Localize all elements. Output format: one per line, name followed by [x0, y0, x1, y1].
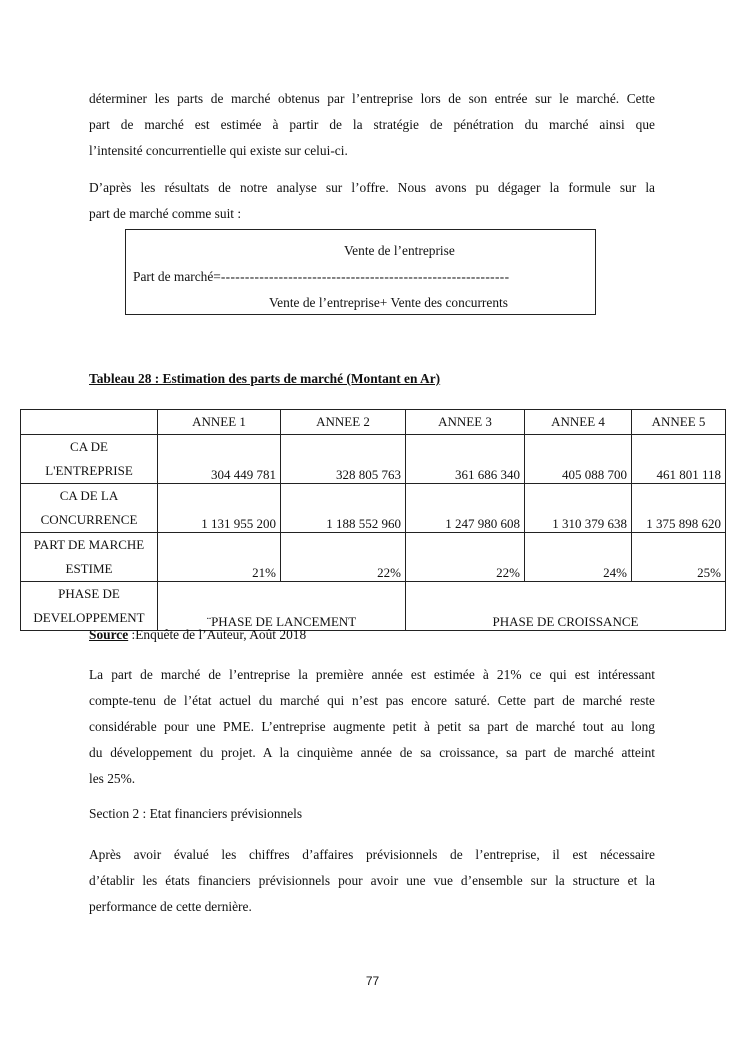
row-label-line: L'ENTREPRISE: [45, 463, 133, 478]
formula-label: [133, 269, 509, 285]
row-label: [21, 533, 158, 582]
phase-launch-cell: ¨PHASE DE LANCEMENT: [158, 582, 406, 631]
text-line: part de marché est estimée à partir de la stratégie de pénétration du marché ainsi que: [89, 117, 655, 132]
text-line: déterminer les parts de marché obtenus par l’entreprise lors de son entrée sur le marché. Cette: [89, 91, 655, 106]
section-heading: Section 2 : Etat financiers prévisionnels: [89, 806, 303, 821]
text-line: les 25%.: [89, 771, 136, 786]
row-label: [21, 582, 158, 631]
table-cell: 1 247 980 608: [406, 484, 525, 533]
table-cell: 22%: [406, 533, 525, 582]
row-label-line: ESTIME: [65, 561, 113, 576]
text-line: considérable pour une PME. L’entreprise augmente petit à petit sa part de marché tout au long: [89, 719, 655, 734]
table-cell: 25%: [632, 533, 726, 582]
page-number: 77: [365, 974, 380, 988]
source-label: Source: [89, 627, 129, 642]
table-cell: 1 188 552 960: [281, 484, 406, 533]
row-label: [21, 435, 158, 484]
phase-row: [21, 582, 726, 631]
text-line: du développement du projet. A la cinquième année de sa croissance, sa part de marché atteint: [89, 745, 655, 760]
table-source: [89, 627, 306, 643]
formula-denominator: Vente de l’entreprise+ Vente des concurrents: [269, 295, 508, 310]
table-header-row: [21, 410, 726, 435]
analysis-paragraph: [89, 662, 655, 792]
text-line: performance de cette dernière.: [89, 899, 252, 914]
table-cell: 328 805 763: [281, 435, 406, 484]
formula-numerator: Vente de l’entreprise: [344, 243, 455, 258]
market-share-formula-box: [125, 229, 596, 315]
table-row: [21, 435, 726, 484]
row-label-line: CONCURRENCE: [40, 512, 138, 527]
table-cell: 361 686 340: [406, 435, 525, 484]
header-cell: [21, 410, 158, 435]
table-cell: 24%: [525, 533, 632, 582]
row-label-line: CA DE LA: [59, 488, 119, 503]
text-line: Après avoir évalué les chiffres d’affaires prévisionnels de l’entreprise, il est nécessaire: [89, 847, 655, 862]
row-label-line: PHASE DE: [58, 586, 120, 601]
text-line: D’après les résultats de notre analyse sur l’offre. Nous avons pu dégager la formule sur la: [89, 180, 655, 195]
offer-paragraph: [89, 175, 655, 227]
row-label-line: DEVELOPPEMENT: [33, 610, 145, 625]
table-cell: 21%: [158, 533, 281, 582]
row-label-line: PART DE MARCHE: [33, 537, 145, 552]
table-row: [21, 484, 726, 533]
table-cell: 461 801 118: [632, 435, 726, 484]
header-cell: ANNEE 5: [632, 410, 726, 435]
conclusion-paragraph: [89, 842, 655, 920]
table-cell: 1 375 898 620: [632, 484, 726, 533]
text-line: d’établir les états financiers prévisionnels pour avoir une vue d’ensemble sur la structure et la: [89, 873, 655, 888]
text-line: La part de marché de l’entreprise la première année est estimée à 21% ce qui est intéressant: [89, 667, 655, 682]
table-cell: 405 088 700: [525, 435, 632, 484]
intro-paragraph: [89, 86, 655, 164]
text-line: part de marché comme suit :: [89, 206, 242, 221]
source-text: :Enquête de l’Auteur, Août 2018: [128, 627, 307, 642]
formula-fraction-bar: ------------------------------------------------------------: [220, 269, 510, 284]
header-cell: ANNEE 3: [406, 410, 525, 435]
table-cell: 22%: [281, 533, 406, 582]
text-line: l’intensité concurrentielle qui existe sur celui-ci.: [89, 143, 348, 158]
header-cell: ANNEE 4: [525, 410, 632, 435]
phase-growth-cell: PHASE DE CROISSANCE: [406, 582, 726, 631]
table-cell: 304 449 781: [158, 435, 281, 484]
table-row: [21, 533, 726, 582]
table-title: Tableau 28 : Estimation des parts de marché (Montant en Ar): [89, 371, 441, 386]
market-share-table: [20, 409, 726, 631]
row-label: [21, 484, 158, 533]
formula-label-text: Part de marché=: [133, 269, 221, 284]
row-label-line: CA DE: [70, 439, 108, 454]
header-cell: ANNEE 1: [158, 410, 281, 435]
text-line: compte-tenu de l’état actuel du marché qui n’est pas encore saturé. Cette part de marché reste: [89, 693, 655, 708]
table-cell: 1 310 379 638: [525, 484, 632, 533]
table-cell: 1 131 955 200: [158, 484, 281, 533]
header-cell: ANNEE 2: [281, 410, 406, 435]
